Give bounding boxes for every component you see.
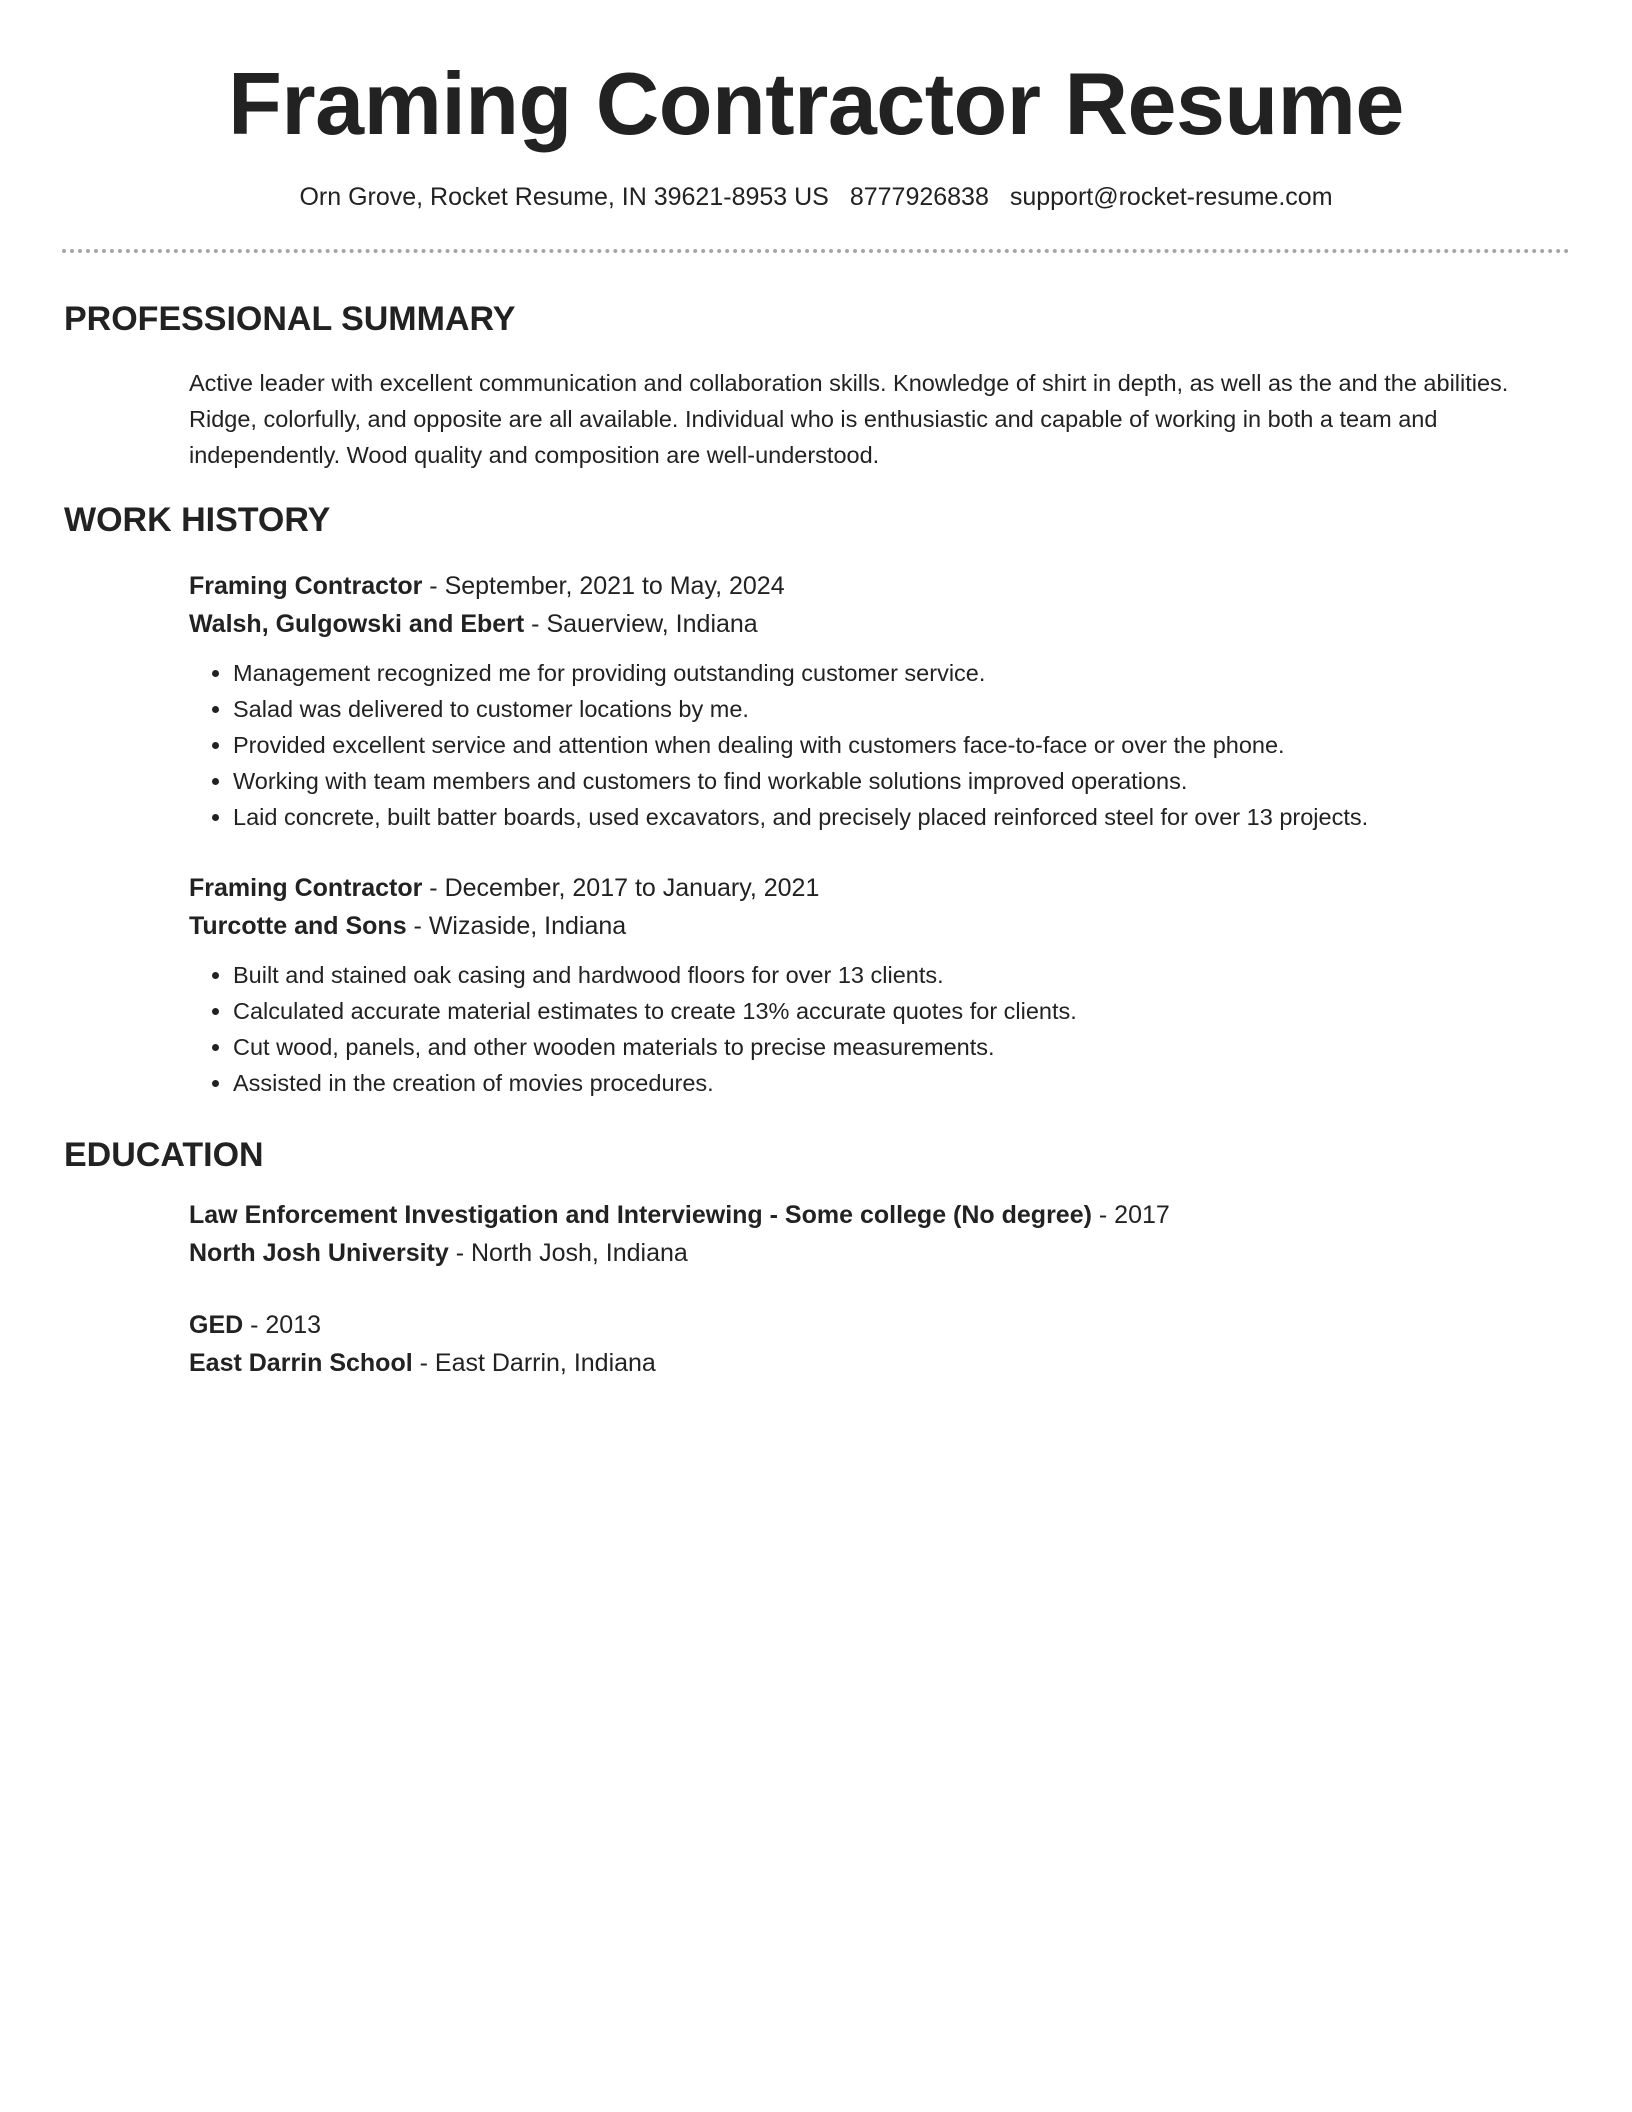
degree: GED <box>189 1311 244 1339</box>
degree-line <box>189 1306 1570 1344</box>
job-company: Walsh, Gulgowski and Ebert <box>189 610 525 638</box>
job-location: - Sauerview, Indiana <box>524 610 758 638</box>
job-company: Turcotte and Sons <box>189 912 407 940</box>
job-title: Framing Contractor <box>189 874 423 902</box>
job-dates: - December, 2017 to January, 2021 <box>422 874 820 902</box>
school-location: - North Josh, Indiana <box>448 1239 688 1267</box>
job-location: - Wizaside, Indiana <box>406 912 627 940</box>
contact-address: Orn Grove, Rocket Resume, IN 39621-8953 US <box>299 183 829 211</box>
education-entry <box>189 1196 1570 1272</box>
job-bullets <box>189 957 1570 1101</box>
job-title-line <box>189 869 1570 907</box>
list-item: • Salad was delivered to customer locations by me. <box>233 691 1570 727</box>
degree-year: - 2013 <box>243 1311 322 1339</box>
header-divider <box>62 249 1570 253</box>
list-item: • Calculated accurate material estimates to create 13% accurate quotes for clients. <box>233 993 1570 1029</box>
degree-line <box>189 1196 1570 1234</box>
contact-line <box>0 180 1632 214</box>
page-title: Framing Contractor Resume <box>228 54 1404 153</box>
list-item: • Assisted in the creation of movies procedures. <box>233 1065 1570 1101</box>
school-line <box>189 1234 1570 1272</box>
contact-email: support@rocket-resume.com <box>1009 183 1333 211</box>
summary-text: Active leader with excellent communication and collaboration skills. Knowledge of shirt in depth, as well as the and the abilities. Ridge, colorfully, and opposite are all available. Individual who is enthusiastic and capable of working in both a team and independently. Wood quality and composition are well-understood. <box>189 370 1509 468</box>
job-title-line <box>189 567 1570 605</box>
job-title: Framing Contractor <box>189 572 423 600</box>
job-entry <box>189 567 1570 835</box>
education-heading: EDUCATION <box>64 1136 264 1174</box>
list-item: • Cut wood, panels, and other wooden materials to precise measurements. <box>233 1029 1570 1065</box>
education-entry <box>189 1306 1570 1382</box>
job-dates: - September, 2021 to May, 2024 <box>422 572 785 600</box>
job-company-line <box>189 907 1570 945</box>
summary-heading: PROFESSIONAL SUMMARY <box>64 300 516 338</box>
job-entry <box>189 869 1570 1101</box>
degree-year: - 2017 <box>1091 1201 1170 1229</box>
school: North Josh University <box>189 1239 449 1267</box>
list-item: • Management recognized me for providing outstanding customer service. <box>233 655 1570 691</box>
job-company-line <box>189 605 1570 643</box>
school: East Darrin School <box>189 1349 413 1377</box>
list-item: • Provided excellent service and attention when dealing with customers face-to-face or over the phone. <box>233 727 1570 763</box>
list-item: • Working with team members and customers to find workable solutions improved operations. <box>233 763 1570 799</box>
school-location: - East Darrin, Indiana <box>412 1349 656 1377</box>
list-item: • Built and stained oak casing and hardwood floors for over 13 clients. <box>233 957 1570 993</box>
work-history-heading: WORK HISTORY <box>64 501 331 539</box>
school-line <box>189 1344 1570 1382</box>
degree: Law Enforcement Investigation and Interviewing - Some college (No degree) <box>189 1201 1092 1229</box>
contact-phone: 8777926838 <box>849 183 989 211</box>
list-item: • Laid concrete, built batter boards, used excavators, and precisely placed reinforced steel for over 13 projects. <box>233 799 1570 835</box>
job-bullets <box>189 655 1570 835</box>
